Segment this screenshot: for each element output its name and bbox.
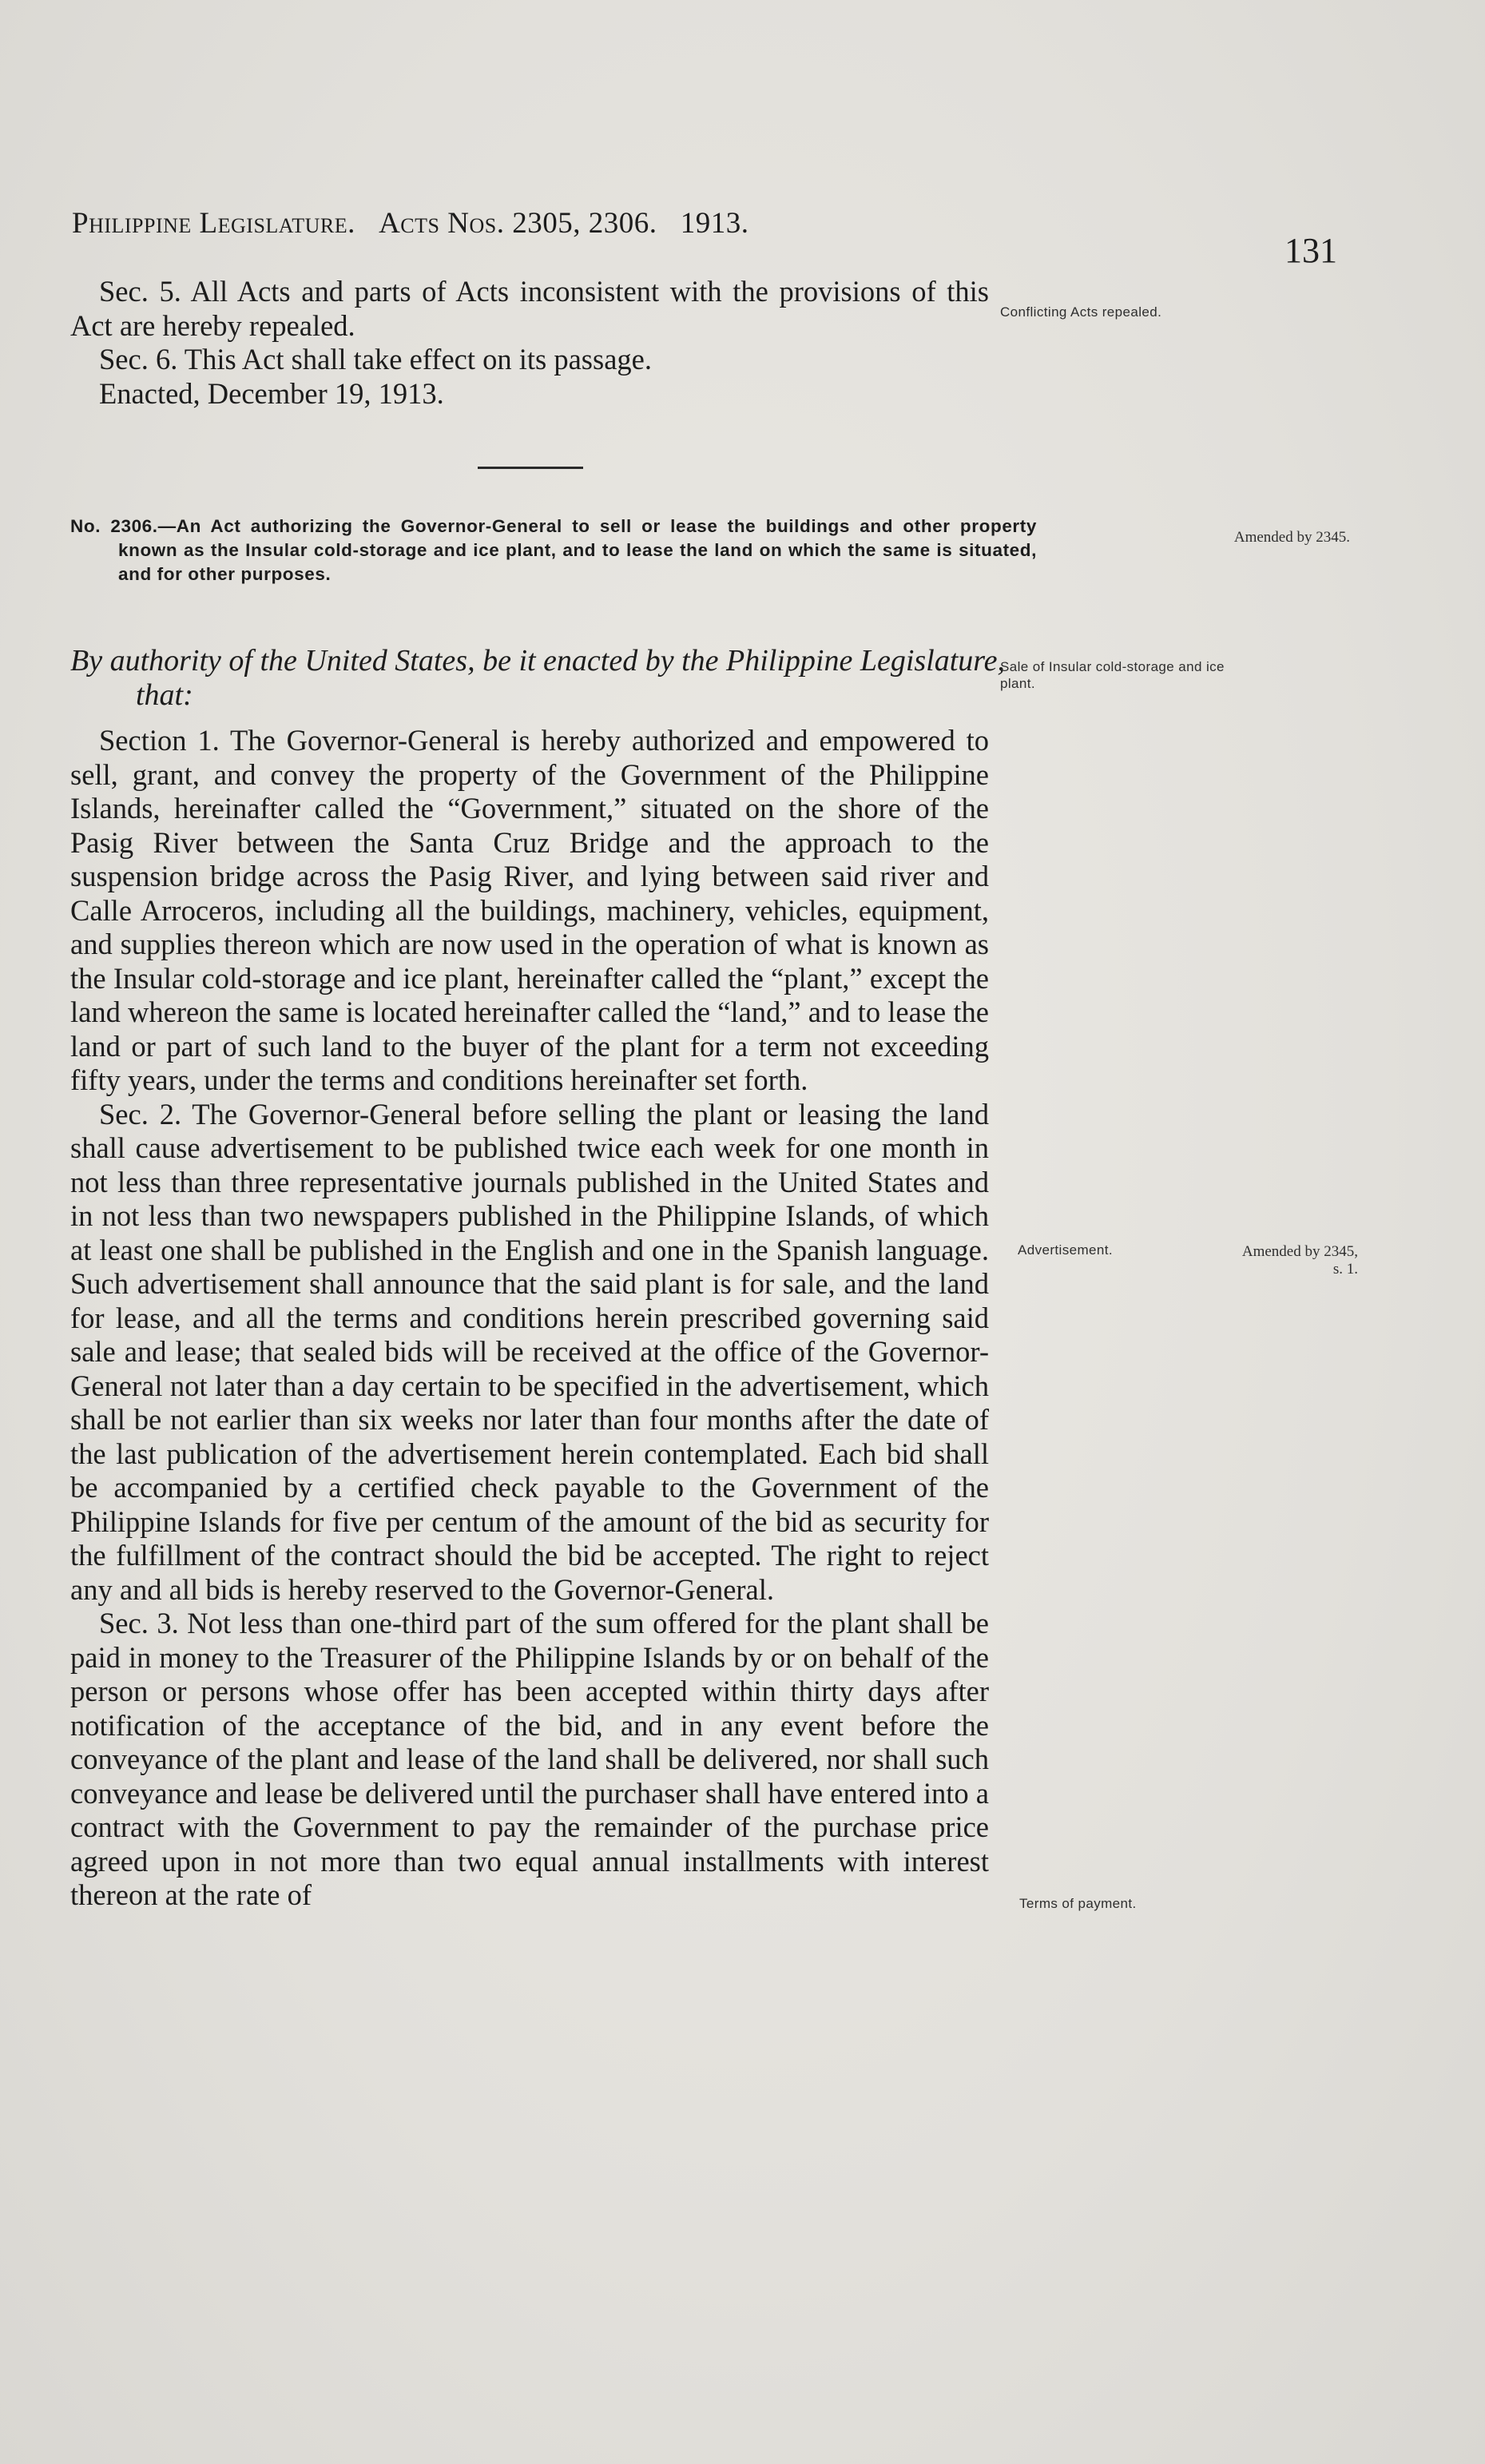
section-6: Sec. 6. This Act shall take effect on its passage. [99,343,652,376]
running-title-acts: Acts Nos. 2305, 2306. [379,207,657,240]
note-sale-of-plant: Sale of Insular cold-storage and ice plant. [1000,659,1225,691]
note-conflicting-acts: Conflicting Acts repealed. [1000,304,1162,320]
running-title-year: 1913. [680,207,749,240]
previous-act-closing [70,275,989,411]
note-advertisement: Advertisement. [1018,1242,1113,1258]
note-amended-2345: Amended by 2345. [1233,529,1350,546]
running-title-legislature: Philippine Legislature. [72,207,355,240]
running-head [72,206,748,240]
enacted-date: Enacted, December 19, 1913. [99,376,444,410]
section-divider [478,467,583,469]
section-5: Sec. 5. All Acts and parts of Acts inconsistent with the provisions of this Act are hereby repealed. [70,275,989,342]
act-2306-heading: No. 2306.—An Act authorizing the Governor-General to sell or lease the buildings and other property known as the Insular cold-storage and ice plant, and to lease the land on which the same is situated, and for other purposes. [70,516,1037,584]
note-terms-of-payment: Terms of payment. [1019,1896,1137,1911]
enacting-clause: By authority of the United States, be it enacted by the Philippine Legislature, that: [70,644,1006,712]
section-1: Section 1. The Governor-General is hereby authorized and empowered to sell, grant, and convey the property of the Government of the Philippine Islands, hereinafter called the “Government,” situated on the shore of the Pasig River between the Santa Cruz Bridge and the approach to the suspension bridge across the Pasig River, and lying between said river and Calle Arroceros, including all the buildings, machinery, vehicles, equipment, and supplies thereon which are now used in the operation of what is known as the Insular cold-storage and ice plant, hereinafter called the “plant,” except the land whereon the same is located hereinafter called the “land,” and to lease the land or part of such land to the buyer of the plant for a term not exceeding fifty years, under the terms and conditions hereinafter set forth. [70,724,989,1096]
note-amended-2345-s1: Amended by 2345, s. 1. [1241,1243,1358,1278]
section-2: Sec. 2. The Governor-General before selling the plant or leasing the land shall cause advertisement to be published twice each week for one month in not less than three representative journals published in the United States and in not less than two newspapers published in the Philippine Islands, of which at least one shall be published in the English and one in the Spanish language. Such advertisement shall announce that the said plant is for sale, and the land for lease, and all the terms and conditions herein prescribed governing said sale and lease; that sealed bids will be received at the office of the Governor-General not later than a day certain to be specified in the advertisement, which shall be not earlier than six weeks nor later than four months after the date of the last publication of the advertisement herein contemplated. Each bid shall be accompanied by a certified check payable to the Government of the Philippine Islands for five per centum of the amount of the bid as security for the fulfillment of the contract should the bid be accepted. The right to reject any and all bids is hereby reserved to the Governor-General. [70,1097,989,1606]
page-number: 131 [1284,231,1337,270]
section-3: Sec. 3. Not less than one-third part of the sum offered for the plant shall be paid in money to the Treasurer of the Philippine Islands by or on behalf of the person or persons whose offer has been accepted within thirty days after notification of the acceptance of the bid, and in any event before the conveyance of the plant and lease of the land shall be delivered, nor shall such conveyance and lease be delivered until the purchaser shall have entered into a contract with the Government to pay the remainder of the purchase price agreed upon in not more than two equal annual installments with interest thereon at the rate of [70,1607,989,1911]
act-2306-body [70,724,989,1913]
